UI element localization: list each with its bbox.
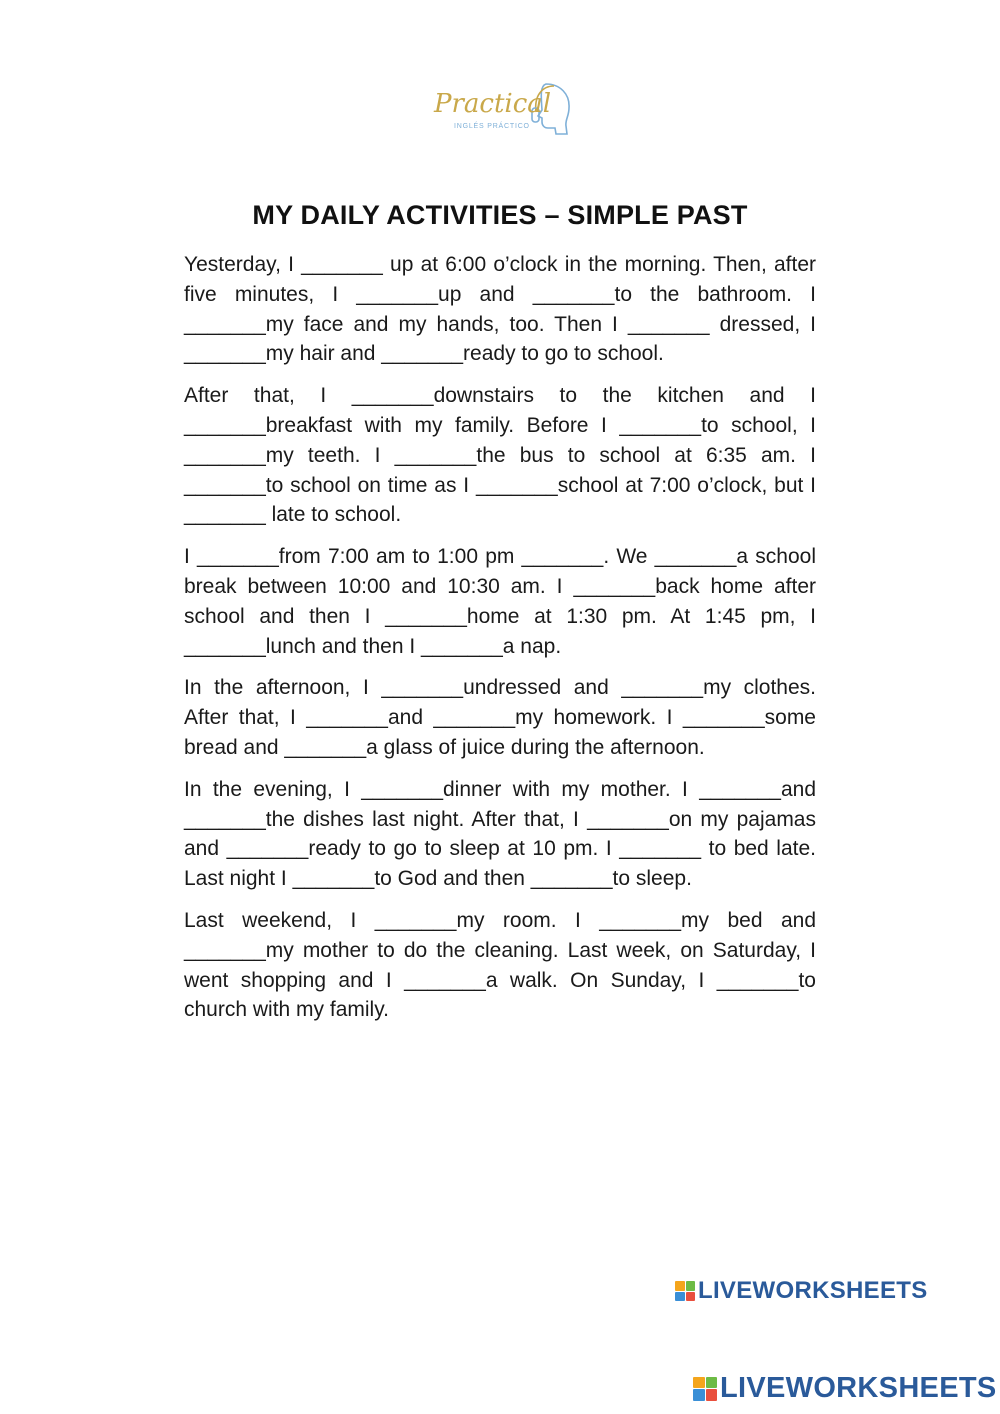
practical-logo (428, 78, 578, 140)
paragraph-school-day: I _______from 7:00 am to 1:00 pm _______. We _______a school break between 10:00 and 10:30 am. I _______back home after school and then I _______home at 1:30 pm. At 1:45 pm, I _______lunch and then I _______a nap. (184, 545, 816, 658)
liveworksheets-text: LIVEWORKSHEETS (698, 1277, 928, 1304)
liveworksheets-footer-watermark (693, 1372, 997, 1405)
worksheet-title: MY DAILY ACTIVITIES – SIMPLE PAST (252, 200, 748, 230)
paragraph-school-departure: After that, I _______downstairs to the kitchen and I _______breakfast with my family. Before I _______to school, I _______my teeth. I _______the bus to school at 6:35 am. I _______to school on time as I _______school at 7:00 o’clock, but I _______ late to school. (184, 384, 816, 527)
logo-wordmark: Practical (434, 89, 552, 119)
paragraph-weekend: Last weekend, I _______my room. I _______my bed and _______my mother to do the cleaning. Last week, on Saturday, I went shopping and I _______a walk. On Sunday, I _______to church with my family. (184, 908, 816, 1022)
paragraph-evening: In the evening, I _______dinner with my mother. I _______and _______the dishes last night. After that, I _______on my pajamas and _______ready to go to sleep at 10 pm. I _______ to bed late. Last night I _______to God and then _______to sleep. (184, 777, 816, 891)
practical-logo-graphic (428, 78, 578, 140)
liveworksheets-logo-icon (693, 1377, 717, 1401)
liveworksheets-watermark (675, 1277, 928, 1305)
paragraph-afternoon: In the afternoon, I _______undressed and _______my clothes. After that, I _______and _______my homework. I _______some bread and _______a glass of juice during the afternoon. (184, 676, 816, 759)
liveworksheets-logo-icon (675, 1281, 695, 1301)
paragraph-morning: Yesterday, I _______ up at 6:00 o’clock in the morning. Then, after five minutes, I _______up and _______to the bathroom. I _______my face and my hands, too. Then I _______ dressed, I _______my hair and _______ready to go to school. (184, 253, 816, 366)
logo-subtext: INGLÉS PRÁCTICO (454, 123, 530, 130)
liveworksheets-text: LIVEWORKSHEETS (720, 1372, 997, 1404)
worksheet-body (184, 250, 816, 1037)
